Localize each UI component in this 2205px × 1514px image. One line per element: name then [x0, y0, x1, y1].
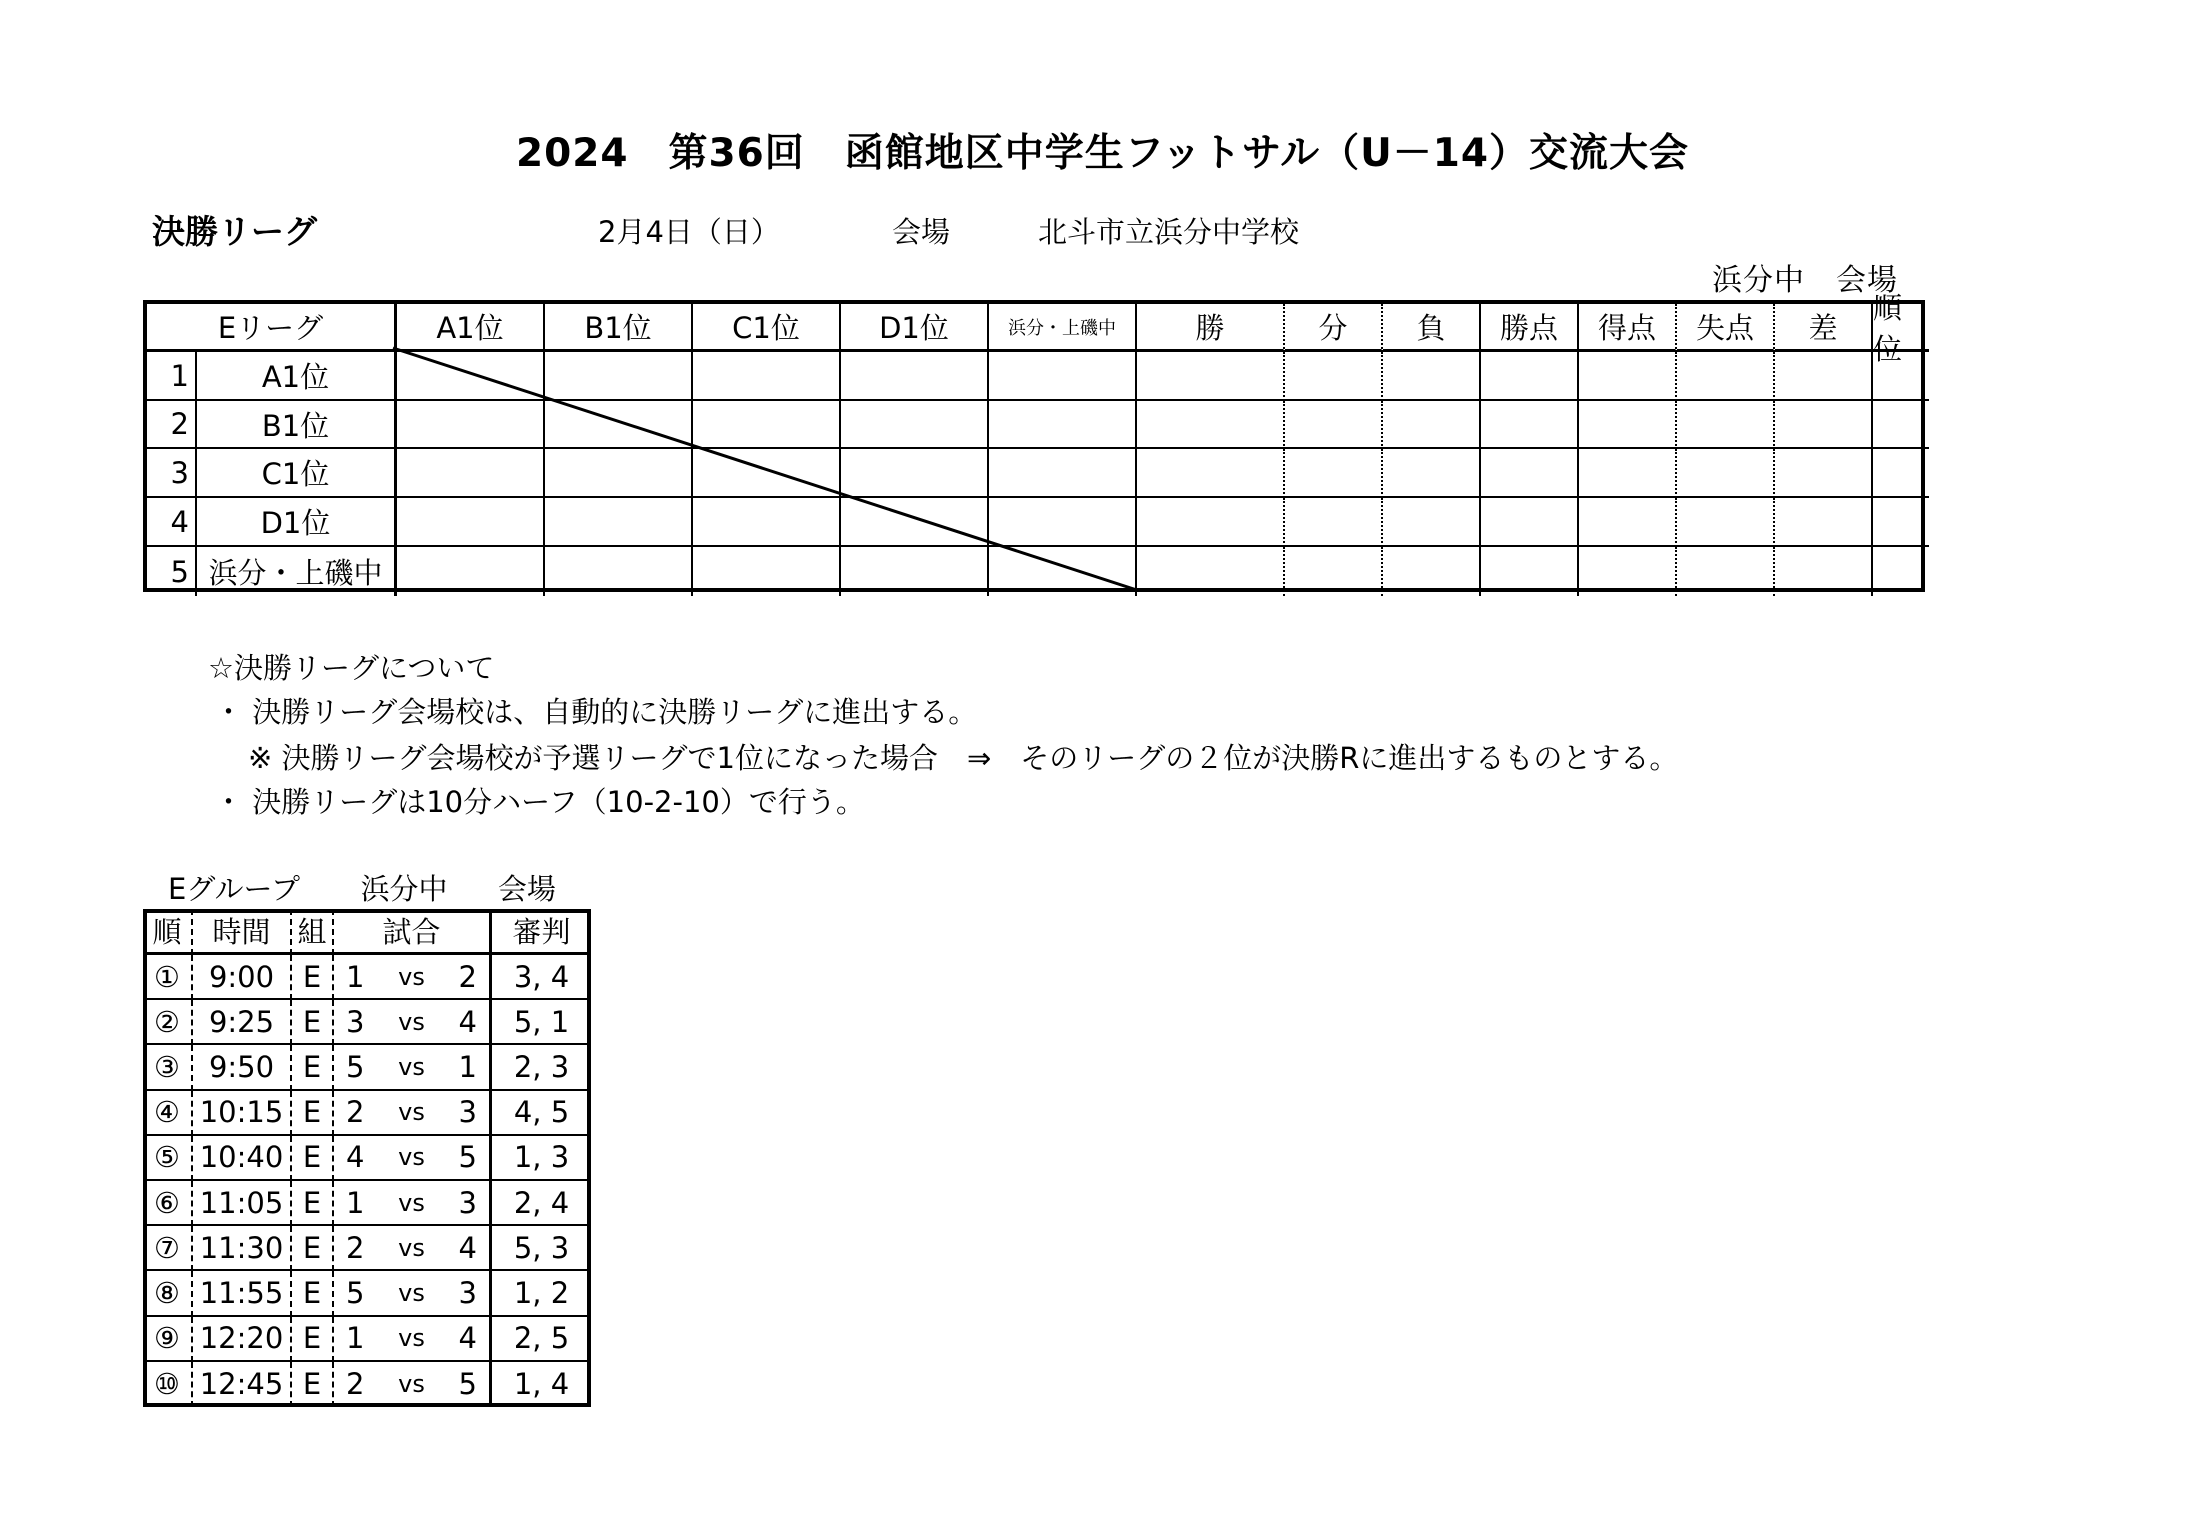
schedule-heading — [168, 867, 556, 908]
schedule-time: 12:45 — [193, 1362, 292, 1407]
league-result-cell — [989, 449, 1137, 498]
match-home: 4 — [346, 1140, 365, 1175]
league-col-header: 差 — [1775, 304, 1873, 352]
schedule-table — [143, 909, 591, 1407]
match-away: 4 — [458, 1230, 477, 1265]
schedule-referee: 3, 4 — [492, 955, 591, 1000]
league-result-cell — [1383, 401, 1481, 449]
match-vs: vs — [398, 1233, 425, 1262]
schedule-match — [334, 1362, 492, 1407]
match-away: 5 — [458, 1367, 477, 1402]
schedule-order: ⑨ — [143, 1317, 193, 1362]
venue-label: 会場 — [892, 215, 951, 249]
match-away: 3 — [458, 1095, 477, 1130]
schedule-time: 11:30 — [193, 1226, 292, 1271]
league-result-cell — [1383, 498, 1481, 547]
league-result-cell — [1481, 449, 1579, 498]
schedule-order: ④ — [143, 1091, 193, 1136]
league-result-cell — [1579, 449, 1677, 498]
league-result-cell — [1873, 449, 1929, 498]
league-table — [143, 290, 1925, 592]
league-result-cell — [545, 449, 693, 498]
league-result-cell — [1775, 352, 1873, 401]
schedule-time: 10:40 — [193, 1136, 292, 1181]
league-col-header: 勝 — [1137, 304, 1285, 352]
match-vs: vs — [398, 1370, 425, 1399]
schedule-match — [334, 1136, 492, 1181]
schedule-referee: 2, 4 — [492, 1181, 591, 1226]
league-col-header: A1位 — [397, 304, 545, 352]
note-line-2: ※ 決勝リーグ会場校が予選リーグで1位になった場合 ⇒ そのリーグの２位が決勝Rに進出するものとする。 — [248, 741, 1679, 775]
league-result-cell — [1137, 449, 1285, 498]
league-result-cell — [1775, 498, 1873, 547]
schedule-group-cell: E — [292, 955, 334, 1000]
page-title: 2024 第36回 函館地区中学生フットサル（U－14）交流大会 — [515, 131, 1690, 176]
league-col-header: 失点 — [1677, 304, 1775, 352]
schedule-group-cell: E — [292, 1226, 334, 1271]
match-vs: vs — [398, 1278, 425, 1307]
league-result-cell — [1873, 401, 1929, 449]
league-col-header: 分 — [1285, 304, 1383, 352]
league-result-cell — [1677, 401, 1775, 449]
match-vs: vs — [398, 1007, 425, 1036]
league-row-number: 2 — [147, 401, 197, 449]
league-result-cell — [841, 547, 989, 596]
schedule-match — [334, 955, 492, 1000]
league-result-cell — [1579, 498, 1677, 547]
schedule-group-cell: E — [292, 1362, 334, 1407]
schedule-time: 9:50 — [193, 1045, 292, 1090]
schedule-group-cell: E — [292, 1000, 334, 1045]
venue-name: 北斗市立浜分中学校 — [1038, 215, 1300, 249]
schedule-venue: 浜分中 — [360, 872, 448, 906]
note-line-3: ・ 決勝リーグは10分ハーフ（10-2-10）で行う。 — [214, 785, 865, 819]
schedule-time: 11:05 — [193, 1181, 292, 1226]
league-result-cell — [1677, 498, 1775, 547]
league-result-cell — [1285, 401, 1383, 449]
league-corner: Eリーグ — [147, 304, 397, 352]
league-result-cell — [397, 547, 545, 596]
league-col-header: 勝点 — [1481, 304, 1579, 352]
schedule-match — [334, 1181, 492, 1226]
league-result-cell — [989, 498, 1137, 547]
league-result-cell — [989, 547, 1137, 596]
schedule-group-cell: E — [292, 1271, 334, 1316]
schedule-order: ⑥ — [143, 1181, 193, 1226]
notes-heading: ☆決勝リーグについて — [208, 651, 495, 685]
schedule-time: 10:15 — [193, 1091, 292, 1136]
schedule-order: ⑦ — [143, 1226, 193, 1271]
league-col-header: 浜分・上磯中 — [989, 304, 1137, 352]
league-result-cell — [693, 498, 841, 547]
match-home: 3 — [346, 1004, 365, 1039]
schedule-match — [334, 1045, 492, 1090]
league-result-cell — [545, 498, 693, 547]
league-result-cell — [1775, 449, 1873, 498]
league-col-header: 順位 — [1873, 304, 1929, 352]
league-col-header: B1位 — [545, 304, 693, 352]
schedule-order: ⑤ — [143, 1136, 193, 1181]
league-result-cell — [1775, 547, 1873, 596]
league-col-header: 負 — [1383, 304, 1481, 352]
match-away: 3 — [458, 1275, 477, 1310]
match-away: 4 — [458, 1321, 477, 1356]
league-result-cell — [397, 498, 545, 547]
league-result-cell — [1285, 498, 1383, 547]
league-result-cell — [1383, 449, 1481, 498]
match-home: 2 — [346, 1095, 365, 1130]
schedule-time: 9:25 — [193, 1000, 292, 1045]
league-result-cell — [397, 352, 545, 401]
schedule-group: Eグループ — [168, 872, 301, 906]
schedule-time: 12:20 — [193, 1317, 292, 1362]
league-grid — [143, 290, 1925, 592]
league-result-cell — [1137, 352, 1285, 401]
schedule-time: 9:00 — [193, 955, 292, 1000]
match-home: 1 — [346, 1321, 365, 1356]
schedule-time: 11:55 — [193, 1271, 292, 1316]
schedule-referee: 5, 1 — [492, 1000, 591, 1045]
schedule-order: ① — [143, 955, 193, 1000]
league-result-cell — [1481, 401, 1579, 449]
schedule-referee: 1, 4 — [513, 1367, 570, 1402]
schedule-match — [334, 1000, 492, 1045]
league-result-cell — [1383, 547, 1481, 596]
league-result-cell — [1873, 498, 1929, 547]
league-col-header: D1位 — [841, 304, 989, 352]
match-home: 1 — [346, 1185, 365, 1220]
league-result-cell — [1873, 547, 1929, 596]
schedule-venue-label: 会場 — [497, 872, 556, 906]
match-away: 5 — [458, 1140, 477, 1175]
schedule-referee: 2, 5 — [492, 1317, 591, 1362]
league-result-cell — [1285, 449, 1383, 498]
league-row-team: A1位 — [197, 352, 397, 401]
league-result-cell — [397, 401, 545, 449]
league-row-team: B1位 — [197, 401, 397, 449]
league-result-cell — [841, 498, 989, 547]
league-result-cell — [1677, 547, 1775, 596]
schedule-col-header: 審判 — [492, 909, 591, 955]
league-col-header: C1位 — [693, 304, 841, 352]
league-result-cell — [693, 352, 841, 401]
league-result-cell — [545, 547, 693, 596]
league-row-number: 3 — [147, 449, 197, 498]
schedule-match — [334, 1317, 492, 1362]
league-row-number: 4 — [147, 498, 197, 547]
event-date: 2月4日（日） — [598, 215, 780, 249]
league-result-cell — [989, 352, 1137, 401]
league-row-team: C1位 — [197, 449, 397, 498]
match-away: 2 — [458, 959, 477, 994]
league-row-team: D1位 — [197, 498, 397, 547]
league-result-cell — [1579, 401, 1677, 449]
schedule-group-cell: E — [292, 1317, 334, 1362]
schedule-order: ③ — [143, 1045, 193, 1090]
league-result-cell — [693, 449, 841, 498]
league-row-number: 1 — [147, 352, 197, 401]
league-row-team: 浜分・上磯中 — [197, 547, 397, 596]
league-result-cell — [545, 352, 693, 401]
league-result-cell — [1873, 352, 1929, 401]
schedule-col-header: 組 — [292, 909, 334, 955]
match-home: 2 — [346, 1230, 365, 1265]
league-result-cell — [1677, 352, 1775, 401]
league-result-cell — [1481, 498, 1579, 547]
league-result-cell — [1137, 401, 1285, 449]
schedule-order: ② — [143, 1000, 193, 1045]
match-home: 5 — [346, 1275, 365, 1310]
schedule-match — [334, 1226, 492, 1271]
schedule-referee: 1, 2 — [492, 1271, 591, 1316]
match-vs: vs — [398, 1052, 425, 1081]
league-result-cell — [1137, 498, 1285, 547]
schedule-group-cell: E — [292, 1045, 334, 1090]
league-result-cell — [1677, 449, 1775, 498]
league-result-cell — [989, 401, 1137, 449]
schedule-col-header: 試合 — [334, 909, 492, 955]
league-col-header: 得点 — [1579, 304, 1677, 352]
league-result-cell — [545, 401, 693, 449]
league-result-cell — [397, 449, 545, 498]
league-row-number: 5 — [147, 547, 197, 596]
league-result-cell — [693, 547, 841, 596]
league-result-cell — [1285, 352, 1383, 401]
league-result-cell — [1383, 352, 1481, 401]
league-result-cell — [693, 401, 841, 449]
schedule-match — [334, 1091, 492, 1136]
league-result-cell — [1579, 352, 1677, 401]
match-home: 2 — [346, 1367, 365, 1402]
league-result-cell — [1285, 547, 1383, 596]
match-vs: vs — [398, 962, 425, 991]
schedule-group-cell: E — [292, 1136, 334, 1181]
match-vs: vs — [398, 1143, 425, 1172]
league-result-cell — [1481, 547, 1579, 596]
match-vs: vs — [398, 1188, 425, 1217]
schedule-col-header: 順 — [143, 909, 193, 955]
league-result-cell — [841, 352, 989, 401]
sub-venue-label: 浜分中 会場 — [1712, 263, 1898, 298]
note-line-1: ・ 決勝リーグ会場校は、自動的に決勝リーグに進出する。 — [214, 695, 978, 729]
schedule-order: ⑩ — [143, 1362, 193, 1407]
match-home: 1 — [346, 959, 365, 994]
match-home: 5 — [346, 1049, 365, 1084]
match-away: 1 — [458, 1049, 477, 1084]
match-vs: vs — [398, 1098, 425, 1127]
league-result-cell — [841, 401, 989, 449]
schedule-group-cell: E — [292, 1091, 334, 1136]
schedule-order: ⑧ — [143, 1271, 193, 1316]
league-result-cell — [1775, 401, 1873, 449]
league-result-cell — [1481, 352, 1579, 401]
schedule-referee: 5, 3 — [492, 1226, 591, 1271]
league-result-cell — [841, 449, 989, 498]
final-league-label: 決勝リーグ — [152, 212, 317, 251]
match-away: 3 — [458, 1185, 477, 1220]
league-result-cell — [1579, 547, 1677, 596]
schedule-referee: 1, 3 — [492, 1136, 591, 1181]
league-result-cell — [1137, 547, 1285, 596]
schedule-match — [334, 1271, 492, 1316]
schedule-group-cell: E — [292, 1181, 334, 1226]
schedule-col-header: 時間 — [193, 909, 292, 955]
schedule-referee: 2, 3 — [492, 1045, 591, 1090]
match-away: 4 — [458, 1004, 477, 1039]
schedule-referee: 4, 5 — [492, 1091, 591, 1136]
match-vs: vs — [398, 1324, 425, 1353]
